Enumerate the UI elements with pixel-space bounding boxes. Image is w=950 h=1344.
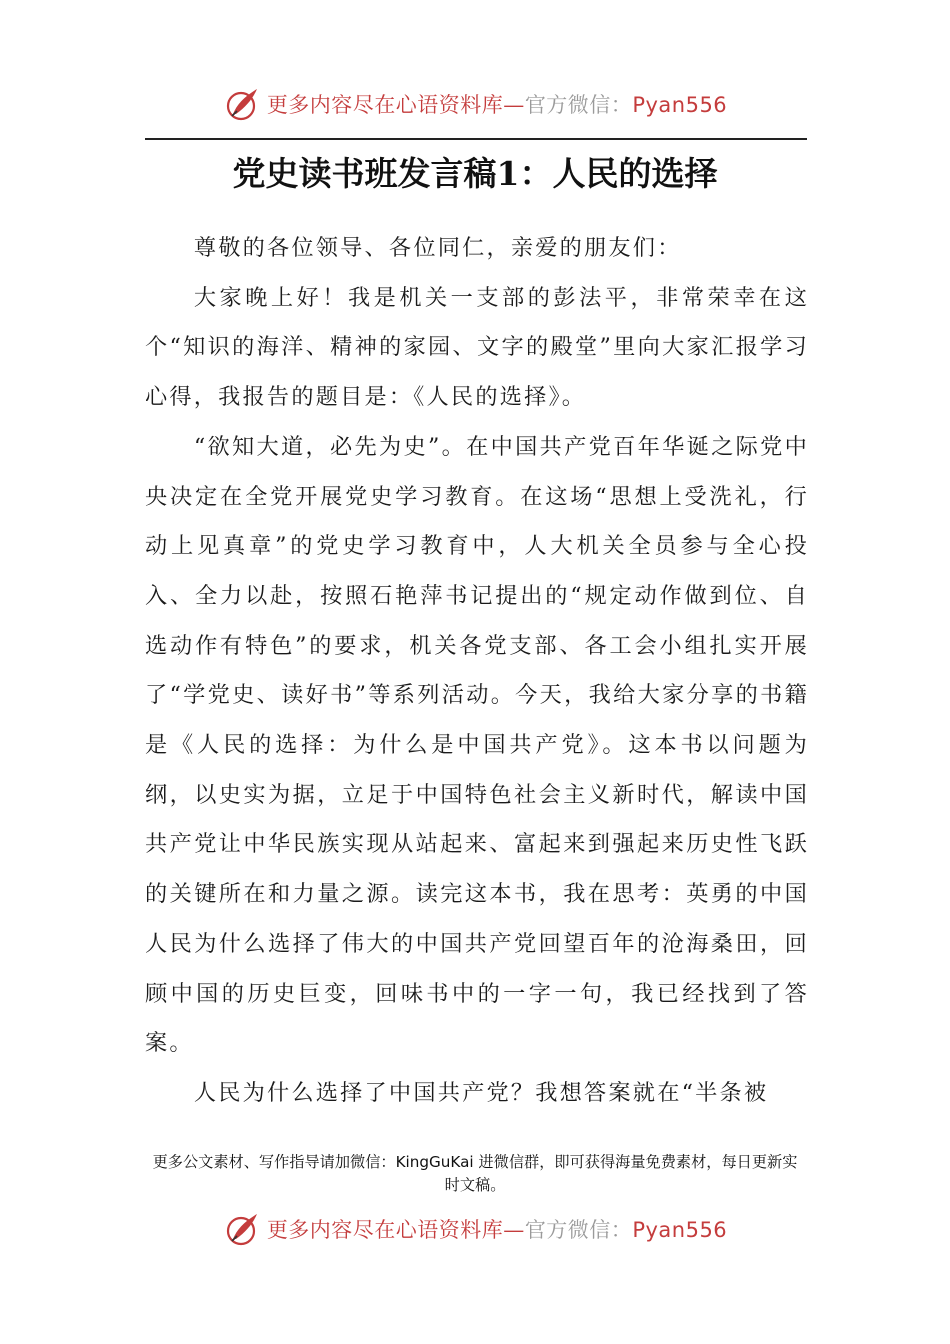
paragraph-greeting: 尊敬的各位领导、各位同仁，亲爱的朋友们： — [193, 235, 682, 261]
paragraph-intro: 大家晚上好！我是机关一支部的彭法平，非常荣幸在这个“知识的海洋、精神的家园、文字的殿堂”里向大家汇报学习心得，我报告的题目是：《人民的选择》。 — [145, 284, 809, 411]
header-banner — [0, 82, 950, 126]
footer-banner — [0, 1207, 950, 1251]
footer-note: 更多公文素材、写作指导请加微信：KingGuKai 进微信群，即可获得海量免费素材，每日更新实时文稿。 — [152, 1153, 798, 1194]
paragraph-main: “欲知大道，必先为史”。在中国共产党百年华诞之际党中央决定在全党开展党史学习教育。在这场“思想上受洗礼，行动上见真章”的党史学习教育中，人大机关全员参与全心投入、全力以赴，按照石艳萍书记提出的“规定动作做到位、自选动作有特色”的要求，机关各党支部、各工会小组扎实开展了“学党史、读好书”等系列活动。今天，我给大家分享的书籍是《人民的选择：为什么是中国共产党》。这本书以问题为纲，以史实为据，立足于中国特色社会主义新时代，解读中国共产党让中华民族实现从站起来、富起来到强起来历史性飞跃的关键所在和力量之源。读完这本书，我在思考：英勇的中国人民为什么选择了伟大的中国共产党回望百年的沧海桑田，回顾中国的历史巨变，回味书中的一字一句，我已经找到了答案。 — [145, 433, 809, 1057]
quill-logo-icon — [223, 84, 263, 124]
banner-text: 更多内容尽在心语资料库—官方微信：Pyan556 — [266, 93, 728, 117]
quill-logo-icon — [223, 1209, 263, 1249]
paragraph-question: 人民为什么选择了中国共产党？我想答案就在“半条被 — [193, 1079, 769, 1106]
page-title: 党史读书班发言稿1：人民的选择 — [232, 154, 718, 193]
body-text — [145, 224, 809, 1119]
header-divider — [145, 138, 807, 140]
banner-text: 更多内容尽在心语资料库—官方微信：Pyan556 — [266, 1218, 728, 1242]
